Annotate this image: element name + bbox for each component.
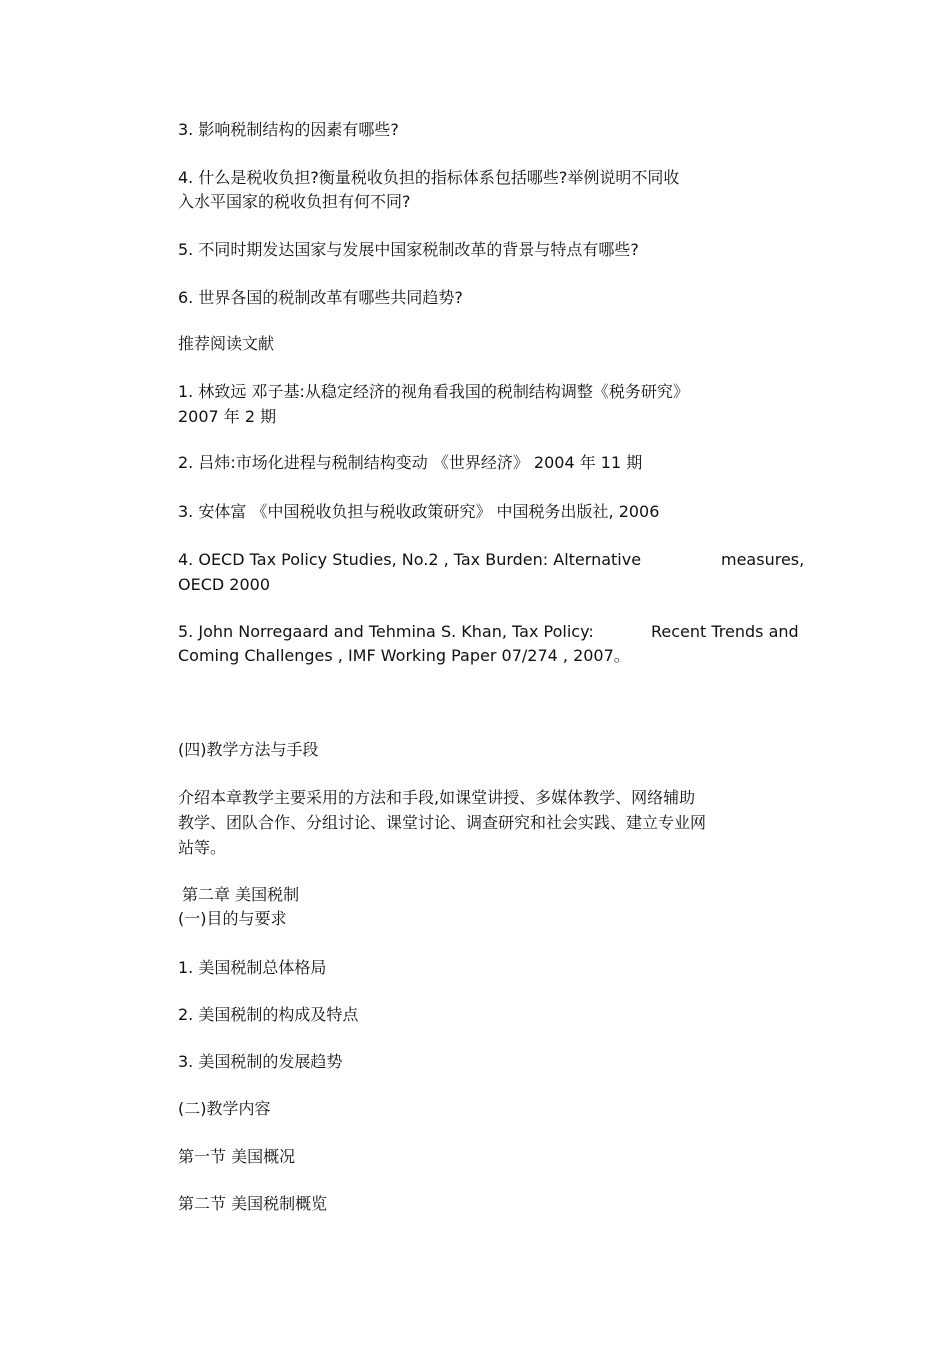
reading-item-1-line2: 2007 年 2 期: [178, 407, 277, 426]
chapter-2-goal-3: 3. 美国税制的发展趋势: [178, 1052, 343, 1071]
chapter-2-goals-heading: (一)目的与要求: [178, 909, 287, 928]
reading-heading: 推荐阅读文献: [178, 334, 275, 353]
methods-heading: (四)教学方法与手段: [178, 740, 319, 759]
reading-item-4-line1b: measures,: [721, 550, 805, 569]
reading-item-4-line2: OECD 2000: [178, 575, 270, 594]
question-4-line2: 入水平国家的税收负担有何不同?: [178, 192, 411, 211]
chapter-2-section-2: 第二节 美国税制概览: [178, 1194, 328, 1213]
reading-item-5-line1b: Recent Trends and: [651, 622, 799, 641]
chapter-2-title: 第二章 美国税制: [182, 885, 300, 904]
reading-item-5-line1a: 5. John Norregaard and Tehmina S. Khan, Tax Policy:: [178, 622, 594, 641]
question-4-line1: 4. 什么是税收负担?衡量税收负担的指标体系包括哪些?举例说明不同收: [178, 168, 680, 187]
reading-item-4-line1a: 4. OECD Tax Policy Studies, No.2 , Tax Burden: Alternative: [178, 550, 642, 569]
chapter-2-section-1: 第一节 美国概况: [178, 1147, 296, 1166]
question-5: 5. 不同时期发达国家与发展中国家税制改革的背景与特点有哪些?: [178, 240, 639, 259]
methods-line-3: 站等。: [178, 838, 227, 857]
reading-item-2: 2. 吕炜:市场化进程与税制结构变动 《世界经济》 2004 年 11 期: [178, 453, 643, 472]
reading-item-5-line2: Coming Challenges , IMF Working Paper 07/274 , 2007。: [178, 646, 630, 665]
chapter-2-goal-1: 1. 美国税制总体格局: [178, 958, 327, 977]
question-6: 6. 世界各国的税制改革有哪些共同趋势?: [178, 288, 463, 307]
methods-line-1: 介绍本章教学主要采用的方法和手段,如课堂讲授、多媒体教学、网络辅助: [178, 788, 696, 807]
reading-item-3: 3. 安体富 《中国税收负担与税收政策研究》 中国税务出版社, 2006: [178, 502, 660, 521]
chapter-2-content-heading: (二)教学内容: [178, 1099, 271, 1118]
reading-item-1-line1: 1. 林致远 邓子基:从稳定经济的视角看我国的税制结构调整《税务研究》: [178, 382, 689, 401]
question-3: 3. 影响税制结构的因素有哪些?: [178, 120, 399, 139]
chapter-2-goal-2: 2. 美国税制的构成及特点: [178, 1005, 359, 1024]
methods-line-2: 教学、团队合作、分组讨论、课堂讨论、调查研究和社会实践、建立专业网: [178, 813, 707, 832]
